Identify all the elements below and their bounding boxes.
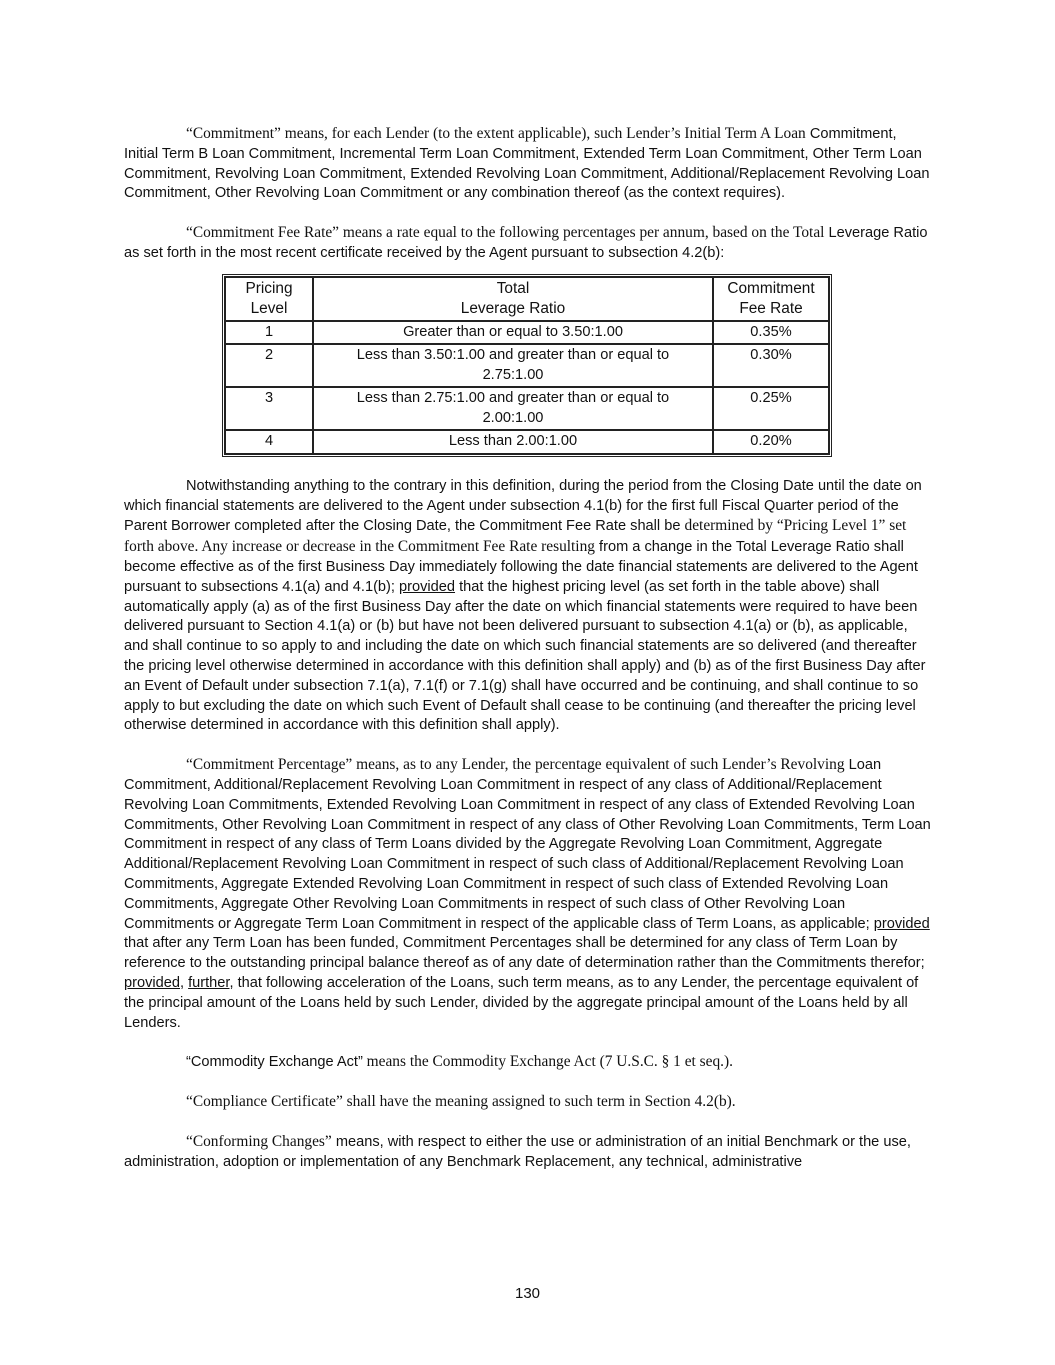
definition-commitment-fee-rate <box>124 223 932 264</box>
definition-commitment-percentage: “Commitment Percentage” means, as to any Lender, the percentage equivalent of such Lender’s Revolving Loan Commitment, Additional/Replacement Revolving Loan Commitment in respect of any class of Additional/Replacement Revolving Loan Commitments, Extended Revolving Loan Commitment in respect of any class of Extended Revolving Loan Commitments, Other Revolving Loan Commitment in respect of any class of Other Revolving Loan Commitments, Term Loan Commitment in respect of any class of Term Loans divided by the Aggregate Revolving Loan Commitment, Aggregate Additional/Replacement Revolving Loan Commitment in respect of such class of Additional/Replacement Revolving Loan Commitments, Aggregate Extended Revolving Loan Commitment in respect of such class of Extended Revolving Loan Commitments, Aggregate Other Revolving Loan Commitments in respect of such class of Other Revolving Loan Commitments or Aggregate Term Loan Commitment in respect of the applicable class of Term Loans, as applicable; provided that after any Term Loan has been funded, Commitment Percentages shall be determined for any class of Term Loan by reference to the outstanding principal balance thereof as of any date of determination rather than the Commitments therefor; provided, further, that following acceleration of the Loans, such term means, as to any Lender, the percentage equivalent of the principal amount of the Loans held by such Lender, divided by the aggregate principal amount of the Loans held by all Lenders. <box>124 756 931 1031</box>
provided-term: provided <box>873 915 930 932</box>
table-row <box>225 321 829 345</box>
definition-commitment <box>124 124 932 204</box>
commitment-fee-table <box>222 274 832 457</box>
cell-ratio: Greater than or equal to 3.50:1.00 <box>313 321 713 345</box>
definition-commodity-exchange-act: “Commodity Exchange Act” means the Commodity Exchange Act (7 U.S.C. § 1 et seq.). <box>186 1053 733 1071</box>
cell-ratio: Less than 2.00:1.00 <box>313 430 713 454</box>
definition-lead: “Commodity Exchange Act” <box>186 1054 363 1071</box>
page-number: 130 <box>514 1285 541 1302</box>
header-commitment-fee-rate: Commitment Fee Rate <box>713 277 829 321</box>
header-total-leverage-ratio: Total Leverage Ratio <box>313 277 713 321</box>
provided-term: provided <box>399 578 456 595</box>
cell-ratio: Less than 3.50:1.00 and greater than or equal to 2.75:1.00 <box>313 344 713 387</box>
cell-ratio: Less than 2.75:1.00 and greater than or equal to 2.00:1.00 <box>313 387 713 430</box>
table-row <box>225 430 829 454</box>
table-header-row <box>225 277 829 321</box>
definition-body: Leverage Ratio as set forth in the most recent certificate received by the Agent pursuant to subsection 4.2(b): <box>124 225 928 261</box>
definition-lead: “Commitment” means, for each Lender (to the extent applicable), such Lender’s Initial Term A Loan <box>186 125 806 142</box>
definition-conforming-changes: “Conforming Changes” means, with respect to either the use or administration of an initial Benchmark or the use, administration, adoption or implementation of any Benchmark Replacement, any technical, administrative <box>124 1132 911 1170</box>
definition-lead: “Conforming Changes” <box>186 1132 332 1150</box>
cell-fee: 0.35% <box>713 321 829 345</box>
cell-level: 3 <box>225 387 313 430</box>
table-row <box>225 344 829 387</box>
definition-compliance-certificate: “Compliance Certificate” shall have the meaning assigned to such term in Section 4.2(b). <box>186 1093 736 1111</box>
cell-fee: 0.30% <box>713 344 829 387</box>
cell-fee: 0.20% <box>713 430 829 454</box>
definition-lead: “Commitment Percentage” means, as to any Lender, the percentage equivalent of such Lender’s Revolving <box>186 756 845 774</box>
paragraph-notwithstanding: Notwithstanding anything to the contrary in this definition, during the period from the Closing Date until the date on which financial statements are delivered to the Agent under subsection 4.1(b) for the first full Fiscal Quarter period of the Parent Borrower completed after the Closing Date, the Commitment Fee Rate shall be determined by “Pricing Level 1” set forth above. Any increase or decrease in the Commitment Fee Rate resulting from a change in the Total Leverage Ratio shall become effective as of the first Business Day immediately following the date financial statements are delivered to the Agent pursuant to subsections 4.1(a) and 4.1(b); provided that the highest pricing level (as set forth in the table above) shall automatically apply (a) as of the first Business Day after the date on which financial statements were required to have been delivered pursuant to Section 4.1(a) or (b) but have not been delivered pursuant to subsection 4.1(a) or (b), as applicable, and shall continue to so apply to and including the date on which such financial statements are so delivered (and thereafter the pricing level otherwise determined in accordance with this definition shall apply) and (b) as of the first Business Day after an Event of Default under subsection 7.1(a), 7.1(f) or 7.1(g) shall have occurred and be continuing, and shall continue to so apply to but excluding the date on which such Event of Default shall cease to be continuing (and thereafter the pricing level otherwise determined in accordance with this definition shall apply). <box>124 477 926 734</box>
cell-level: 4 <box>225 430 313 454</box>
cell-level: 1 <box>225 321 313 345</box>
definition-body: Commitment, Initial Term B Loan Commitment, Incremental Term Loan Commitment, Extended Term Loan Commitment, Other Term Loan Commitment, Revolving Loan Commitment, Extended Revolving Loan Commitment, Additional/Replacement Revolving Loan Commitment, Other Revolving Loan Commitment or any combination thereof (as the context requires). <box>124 126 930 202</box>
further-term: further <box>188 974 230 991</box>
cell-fee: 0.25% <box>713 387 829 430</box>
cell-level: 2 <box>225 344 313 387</box>
table-row <box>225 387 829 430</box>
document-page <box>124 124 932 1191</box>
provided-term: provided <box>124 974 180 991</box>
header-pricing-level: Pricing Level <box>225 277 313 321</box>
definition-lead: “Commitment Fee Rate” means a rate equal to the following percentages per annum, based on the Total <box>186 224 825 242</box>
